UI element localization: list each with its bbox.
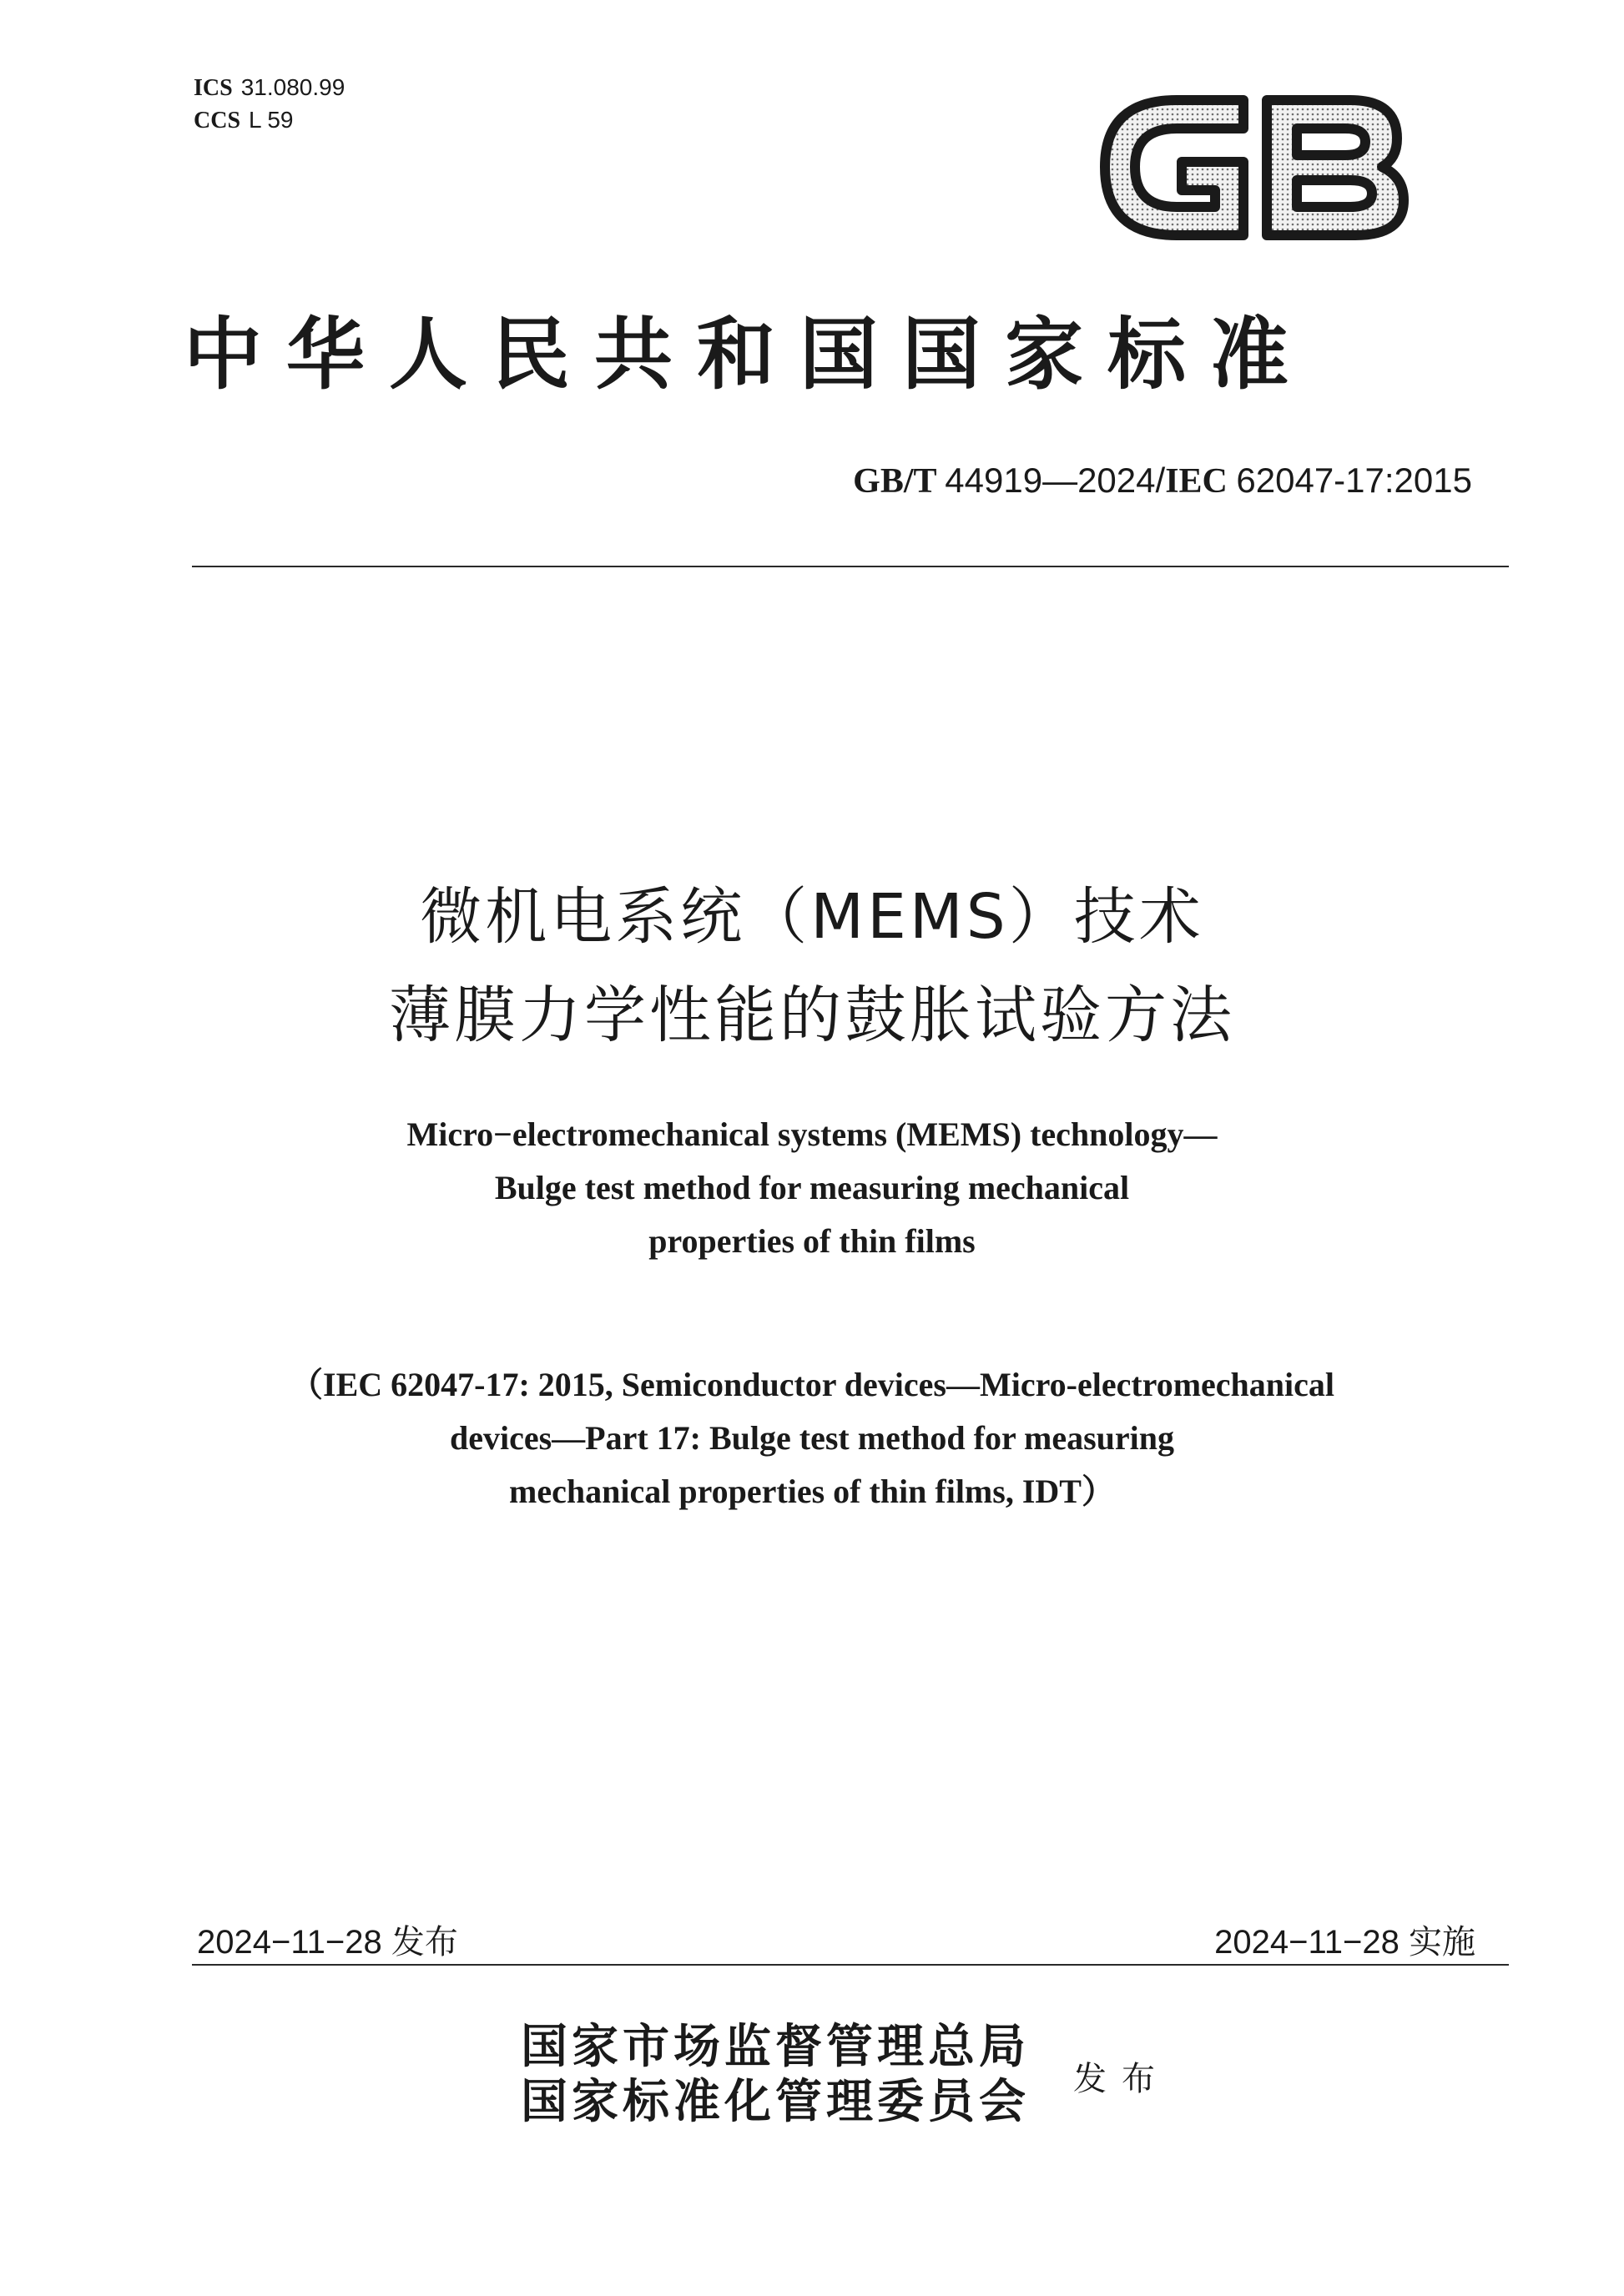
bottom-divider	[192, 1964, 1509, 1966]
ccs-code	[194, 104, 345, 137]
effective-date: 2024−11−28 实施	[1214, 1924, 1475, 1961]
ics-label: ICS	[194, 75, 233, 101]
english-title-line-3: properties of thin films	[648, 1222, 976, 1260]
publish-label: 发布	[1073, 2060, 1170, 2098]
english-title	[0, 1108, 1624, 1268]
chinese-title-line-1: 微机电系统（MEMS）技术	[420, 881, 1204, 953]
iec-reference-line-1: （IEC 62047-17: 2015, Semiconductor devices—Micro-electromechanical	[290, 1366, 1334, 1403]
english-title-line-1: Micro−electromechanical systems (MEMS) technology—	[406, 1115, 1218, 1153]
standard-number	[853, 461, 1472, 501]
iec-reference-line-2: devices—Part 17: Bulge test method for measuring	[449, 1419, 1174, 1457]
ccs-value: L 59	[249, 107, 294, 133]
issuer-sac: 国家标准化管理委员会	[521, 2074, 1030, 2129]
issuer-samr: 国家市场监督管理总局	[521, 2019, 1030, 2074]
issuing-authorities	[521, 2019, 1030, 2129]
chinese-title-line-2: 薄膜力学性能的鼓胀试验方法	[389, 979, 1235, 1051]
english-title-line-2: Bulge test method for measuring mechanical	[494, 1169, 1130, 1206]
standard-code: 44919—2024/	[945, 461, 1166, 500]
iec-reference-line-3: mechanical properties of thin films, IDT）	[509, 1473, 1115, 1510]
gb-logo-graphic	[1095, 82, 1415, 252]
iec-code: 62047-17:2015	[1236, 461, 1472, 500]
top-divider	[192, 566, 1509, 567]
ics-code	[194, 72, 345, 104]
chinese-title	[0, 868, 1624, 1065]
ccs-label: CCS	[194, 108, 241, 133]
ics-value: 31.080.99	[240, 74, 345, 100]
iec-reference	[0, 1358, 1624, 1518]
gb-logo	[1095, 82, 1415, 252]
standard-prefix: GB/T	[853, 462, 936, 501]
issue-date: 2024−11−28 发布	[197, 1924, 458, 1961]
classification-codes	[194, 72, 345, 137]
iec-prefix: IEC	[1165, 462, 1228, 501]
national-standard-title: 中华人民共和国国家标准	[184, 309, 1314, 400]
